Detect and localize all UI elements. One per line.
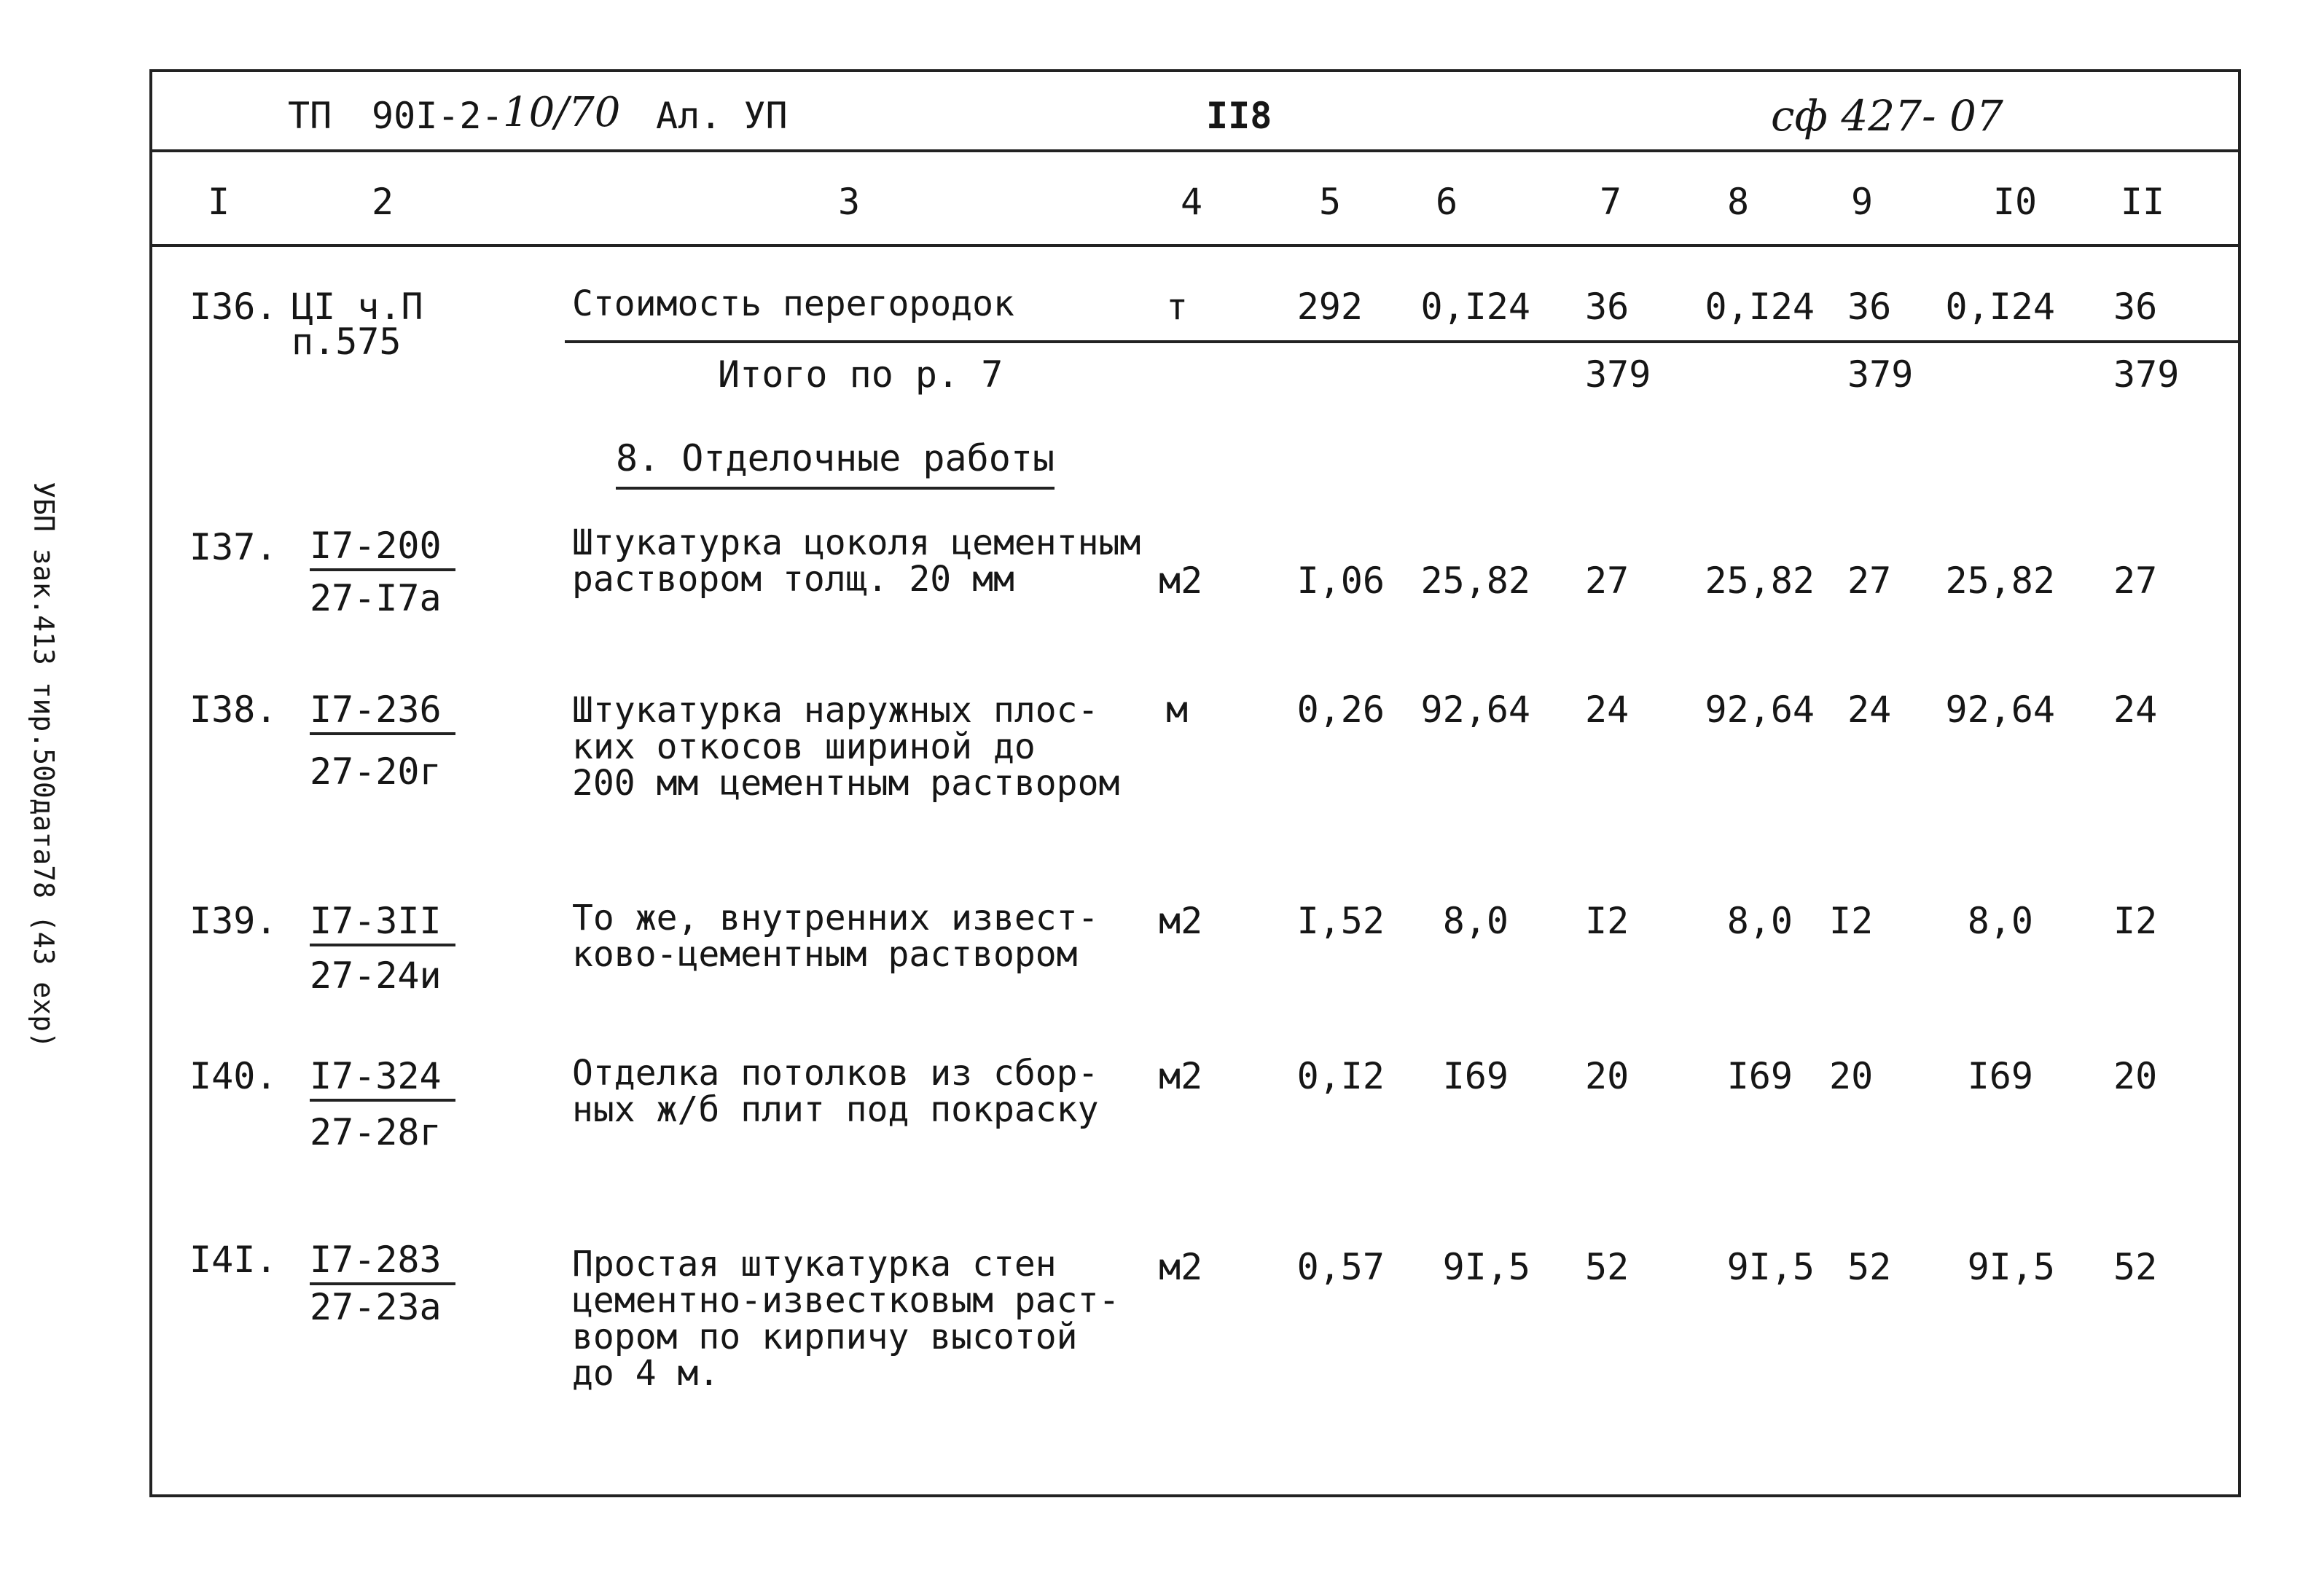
norm-subcode: 27-I7а xyxy=(310,577,442,619)
col7-value: 24 xyxy=(1585,689,1629,731)
norm-subcode: 27-24и xyxy=(310,954,442,997)
unit: м2 xyxy=(1159,560,1203,602)
norm-code: I7-324 xyxy=(310,1055,455,1102)
quantity: 0,I2 xyxy=(1296,1055,1385,1097)
unit: м2 xyxy=(1159,900,1203,942)
col8-value: 8,0 xyxy=(1726,900,1793,942)
row-number: I36. xyxy=(189,286,278,328)
col9-value: 27 xyxy=(1847,560,1892,602)
project-code-handwritten: 10/70 xyxy=(503,89,621,136)
col9-value: 36 xyxy=(1847,286,1892,328)
norm-subcode: 27-23а xyxy=(310,1286,442,1328)
norm-code: ЦI ч.П xyxy=(292,286,423,328)
col11-value: 27 xyxy=(2113,560,2158,602)
col6-value: 9I,5 xyxy=(1442,1246,1530,1288)
header-divider xyxy=(149,244,2241,247)
album-label: Ал. УП xyxy=(656,95,788,137)
col11-value: 24 xyxy=(2113,689,2158,731)
col6-value: 0,I24 xyxy=(1420,286,1530,328)
work-description: Стоимость перегородок xyxy=(572,283,1014,324)
col7-value: I2 xyxy=(1585,900,1629,942)
col-header-11: II xyxy=(2120,181,2165,223)
unit: м xyxy=(1166,689,1189,731)
quantity: 0,57 xyxy=(1296,1246,1385,1288)
work-description: Отделка потолков из сбор- ных ж/б плит под покраску xyxy=(572,1053,1099,1130)
col-header-2: 2 xyxy=(371,181,394,223)
col7-value: 20 xyxy=(1585,1055,1629,1097)
col9-value: 52 xyxy=(1847,1246,1892,1288)
col8-value: I69 xyxy=(1726,1055,1793,1097)
col6-value: 8,0 xyxy=(1442,900,1509,942)
col11-value: I2 xyxy=(2113,900,2158,942)
col11-value: 52 xyxy=(2113,1246,2158,1288)
work-description: Штукатурка наружных плос- ких откосов шириной до 200 мм цементным раствором xyxy=(572,690,1120,804)
col7-value: 52 xyxy=(1585,1246,1629,1288)
quantity: I,52 xyxy=(1296,900,1385,942)
col-header-9: 9 xyxy=(1850,181,1874,223)
section-total-label: Итого по р. 7 xyxy=(718,353,1003,396)
unit: м2 xyxy=(1159,1055,1203,1097)
norm-code: I7-200 xyxy=(310,525,455,571)
col-header-1: I xyxy=(207,181,230,223)
col9-value: 24 xyxy=(1847,689,1892,731)
unit: м2 xyxy=(1159,1246,1203,1288)
section-heading: 8. Отделочные работы xyxy=(616,437,1055,490)
item-divider xyxy=(565,340,2241,343)
side-stamp: УБП зак.413 тир.500дата78 (43 exp) xyxy=(28,482,60,1048)
col10-value: I69 xyxy=(1967,1055,2033,1097)
col-header-3: 3 xyxy=(837,181,861,223)
col-header-6: 6 xyxy=(1435,181,1458,223)
col9-value: 20 xyxy=(1829,1055,1874,1097)
col10-value: 0,I24 xyxy=(1945,286,2055,328)
col10-value: 25,82 xyxy=(1945,560,2055,602)
col11-value: 20 xyxy=(2113,1055,2158,1097)
norm-subcode: 27-28г xyxy=(310,1111,442,1153)
col6-value: 25,82 xyxy=(1420,560,1530,602)
col11-value: 36 xyxy=(2113,286,2158,328)
col6-value: I69 xyxy=(1442,1055,1509,1097)
row-number: I38. xyxy=(189,689,278,731)
norm-subcode: 27-20г xyxy=(310,750,442,793)
quantity: I,06 xyxy=(1296,560,1385,602)
work-description: То же, внутренних извест- ково-цементным раствором xyxy=(572,898,1099,975)
norm-subcode: п.575 xyxy=(292,321,402,363)
title-divider xyxy=(149,149,2241,152)
col-header-7: 7 xyxy=(1599,181,1622,223)
col10-value: 9I,5 xyxy=(1967,1246,2055,1288)
total-col9: 379 xyxy=(1847,353,1914,396)
col8-value: 92,64 xyxy=(1705,689,1815,731)
work-description: Простая штукатурка стен цементно-известковым раст- вором по кирпичу высотой до 4 м. xyxy=(572,1244,1120,1394)
row-number: I39. xyxy=(189,900,278,942)
col8-value: 9I,5 xyxy=(1726,1246,1815,1288)
col7-value: 36 xyxy=(1585,286,1629,328)
project-code: 90I-2- xyxy=(372,95,504,137)
col10-value: 8,0 xyxy=(1967,900,2033,942)
col-header-5: 5 xyxy=(1318,181,1342,223)
row-number: I40. xyxy=(189,1055,278,1097)
col-header-8: 8 xyxy=(1726,181,1750,223)
page-number: II8 xyxy=(1206,95,1272,137)
work-description: Штукатурка цоколя цементным раствором толщ. 20 мм xyxy=(572,522,1141,600)
norm-code: I7-236 xyxy=(310,689,455,735)
total-col11: 379 xyxy=(2113,353,2180,396)
unit: т xyxy=(1166,286,1189,328)
col8-value: 25,82 xyxy=(1705,560,1815,602)
total-col7: 379 xyxy=(1585,353,1651,396)
col6-value: 92,64 xyxy=(1420,689,1530,731)
tp-label: ТП xyxy=(288,95,332,137)
col-header-10: I0 xyxy=(1992,181,2038,223)
row-number: I37. xyxy=(189,526,278,568)
norm-code: I7-3II xyxy=(310,900,455,946)
col8-value: 0,I24 xyxy=(1705,286,1815,328)
col10-value: 92,64 xyxy=(1945,689,2055,731)
quantity: 0,26 xyxy=(1296,689,1385,731)
col-header-4: 4 xyxy=(1180,181,1203,223)
quantity: 292 xyxy=(1296,286,1363,328)
col7-value: 27 xyxy=(1585,560,1629,602)
col9-value: I2 xyxy=(1829,900,1874,942)
norm-code: I7-283 xyxy=(310,1239,455,1285)
reference-handwritten: сф 427- 07 xyxy=(1771,91,2003,141)
row-number: I4I. xyxy=(189,1239,278,1281)
